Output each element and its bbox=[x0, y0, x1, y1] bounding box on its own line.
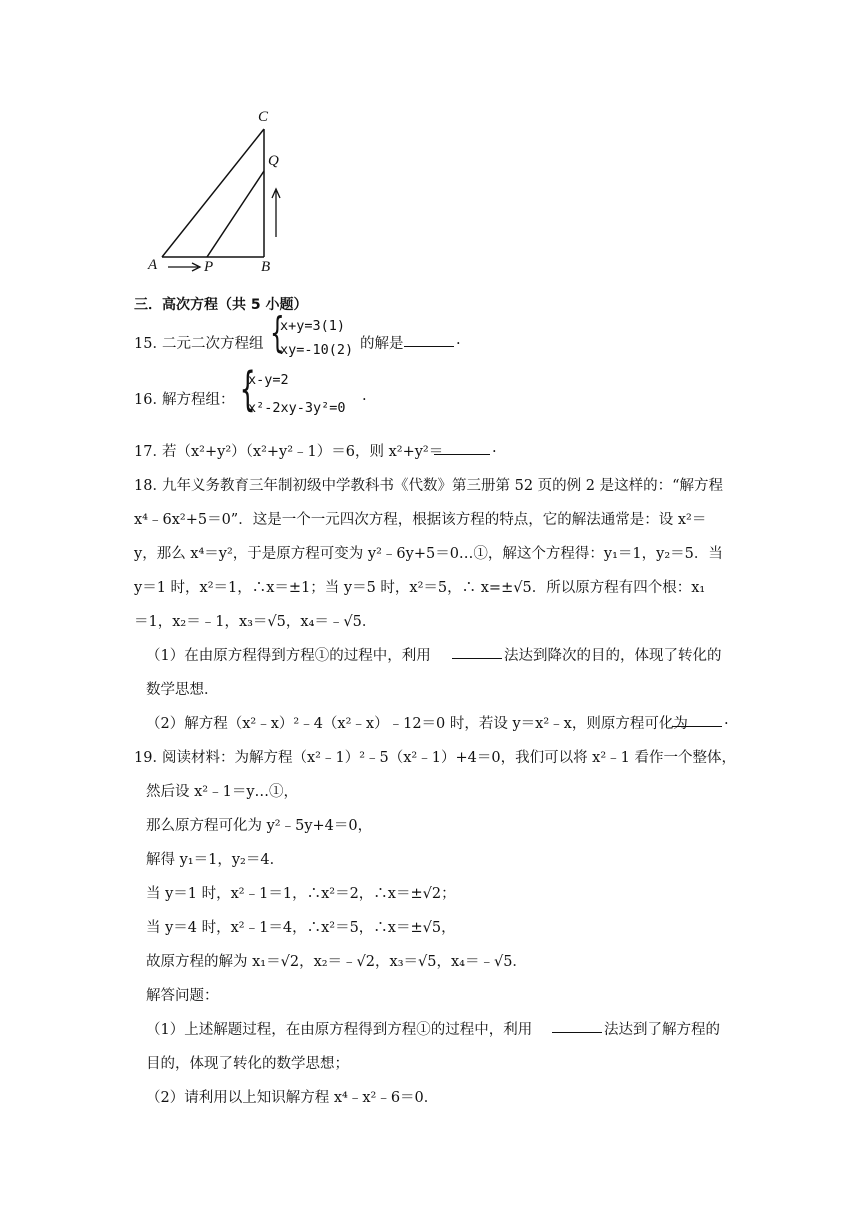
q19-part1-a: （1）上述解题过程，在由原方程得到方程①的过程中，利用 bbox=[146, 1022, 533, 1038]
label-a: A bbox=[148, 257, 158, 273]
q18-line3: y，那么 x⁴＝y²，于是原方程可变为 y²﹣6y+5＝0…①，解这个方程得：y₁＝1，y₂＝5．当 bbox=[134, 546, 723, 562]
q19-part2: （2）请利用以上知识解方程 x⁴﹣x²﹣6＝0． bbox=[146, 1090, 439, 1106]
q18-line1: 九年义务教育三年制初级中学教科书《代数》第三册第 52 页的例 2 是这样的：“解方程 bbox=[162, 478, 724, 494]
q15-eq2: xy=-10(2) bbox=[280, 342, 354, 358]
label-q: Q bbox=[268, 153, 279, 169]
q19-line1: 阅读材料：为解方程（x²﹣1）²﹣5（x²﹣1）+4＝0，我们可以将 x²﹣1 看作一个整体， bbox=[162, 750, 737, 766]
q16-eq2: x²-2xy-3y²=0 bbox=[248, 400, 346, 416]
q18-number: 18． bbox=[134, 478, 167, 494]
section-title: 三．高次方程（共 5 小题） bbox=[134, 297, 308, 313]
q18-part1-c: 数学思想． bbox=[146, 682, 219, 698]
q19-part1-blank[interactable] bbox=[552, 1032, 602, 1033]
q15-brace: { bbox=[270, 308, 285, 357]
label-c: C bbox=[258, 109, 269, 125]
label-p: P bbox=[204, 259, 214, 275]
q15-number: 15． bbox=[134, 336, 167, 352]
q15-end: . bbox=[456, 332, 461, 348]
q15-suffix: 的解是 bbox=[360, 336, 404, 352]
q19-line3: 那么原方程可化为 y²﹣5y+4＝0， bbox=[146, 818, 373, 834]
q15-eq1: x+y=3(1) bbox=[280, 318, 346, 334]
q18-line4: y＝1 时，x²＝1，∴x＝±1；当 y＝5 时，x²＝5，∴ x=±√5．所以原方程有四个根：x₁ bbox=[134, 580, 706, 596]
q16-eq1: x-y=2 bbox=[248, 372, 289, 388]
geometry-figure bbox=[140, 105, 300, 285]
q18-part1-blank[interactable] bbox=[452, 658, 502, 659]
q15-answer-blank[interactable] bbox=[404, 346, 454, 347]
q18-part1-a: （1）在由原方程得到方程①的过程中，利用 bbox=[146, 648, 431, 664]
q18-part1-b: 法达到降次的目的，体现了转化的 bbox=[504, 648, 722, 664]
q16-brace: { bbox=[239, 362, 256, 416]
label-b: B bbox=[261, 259, 271, 275]
q16-number: 16． bbox=[134, 392, 167, 408]
q17-number: 17． bbox=[134, 444, 167, 460]
triangle-diagram bbox=[140, 105, 300, 285]
segment-pq bbox=[207, 171, 264, 257]
q18-line5: ＝1，x₂＝﹣1，x₃＝√5，x₄＝﹣√5． bbox=[134, 614, 377, 630]
q18-part2-blank[interactable] bbox=[672, 726, 722, 727]
q19-part1-b: 法达到了解方程的 bbox=[604, 1022, 720, 1038]
q19-number: 19． bbox=[134, 750, 167, 766]
q19-line4: 解得 y₁＝1，y₂＝4． bbox=[146, 852, 285, 868]
q19-line6: 当 y＝4 时，x²﹣1＝4，∴x²＝5，∴x＝±√5， bbox=[146, 920, 456, 936]
q18-line2: x⁴﹣6x²+5＝0”．这是一个一元四次方程，根据该方程的特点，它的解法通常是：设 x²＝ bbox=[134, 512, 707, 528]
q17-end: . bbox=[492, 440, 497, 456]
q19-line5: 当 y＝1 时，x²﹣1＝1，∴x²＝2，∴x＝±√2； bbox=[146, 886, 456, 902]
q17-answer-blank[interactable] bbox=[434, 454, 490, 455]
q19-part1-c: 目的，体现了转化的数学思想； bbox=[146, 1056, 349, 1072]
q17-text: 若（x²+y²）（x²+y²﹣1）＝6，则 x²+y²＝ bbox=[162, 444, 444, 460]
q19-line7: 故原方程的解为 x₁＝√2，x₂＝﹣√2，x₃＝√5，x₄＝﹣√5． bbox=[146, 954, 527, 970]
q16-prefix: 解方程组： bbox=[162, 392, 235, 408]
q15-prefix: 二元二次方程组 bbox=[162, 336, 264, 352]
q19-line8: 解答问题： bbox=[146, 988, 219, 1004]
q16-end: . bbox=[362, 388, 367, 404]
q18-part2-end: . bbox=[724, 712, 729, 728]
q19-line2: 然后设 x²﹣1＝y…①， bbox=[146, 784, 299, 800]
q18-part2: （2）解方程（x²﹣x）²﹣4（x²﹣x）﹣12＝0 时，若设 y＝x²﹣x，则原方程可化为 bbox=[146, 716, 688, 732]
